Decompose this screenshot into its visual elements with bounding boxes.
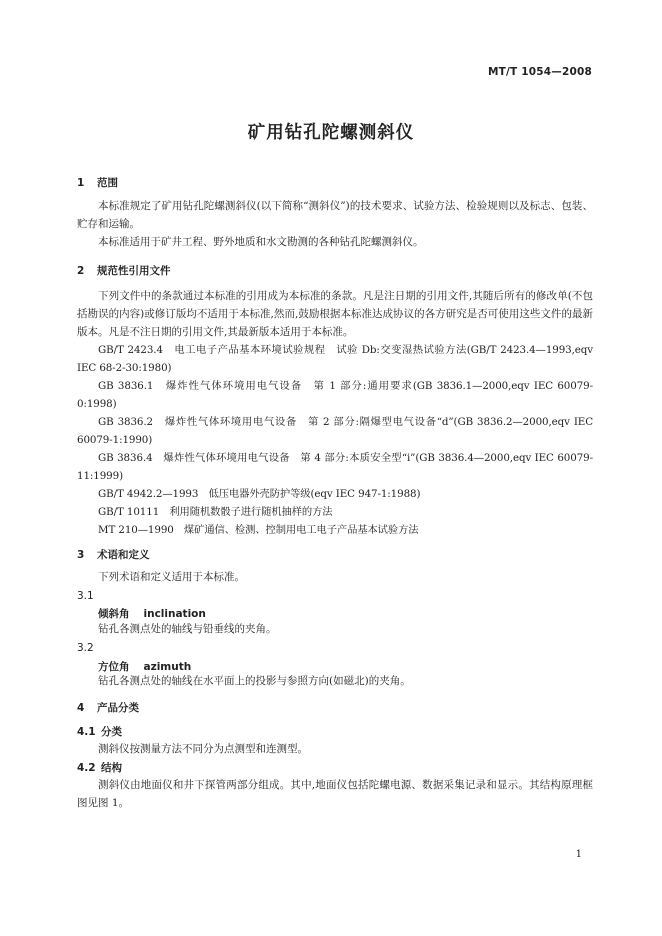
- section-2-heading: [77, 263, 171, 278]
- subsection-number: 4.1: [77, 726, 96, 738]
- section-1-heading: [77, 175, 118, 190]
- section-4-heading: [77, 700, 139, 715]
- reference-item: GB/T 4942.2—1993 低压电器外壳防护等级(eqv IEC 947-1:1988): [98, 488, 421, 500]
- section-title: 规范性引用文件: [97, 265, 171, 277]
- section-number: 3: [77, 549, 85, 561]
- term-definition: 钻孔各测点处的轴线与铅垂线的夹角。: [98, 623, 277, 635]
- standard-number: MT/T 1054—2008: [487, 66, 592, 78]
- structure-text: 测斜仪由地面仪和井下探管两部分组成。其中,地面仪包括陀螺电源、数据采集记录和显示。其结构原理框图见图 1。: [77, 779, 593, 809]
- scope-paragraph-1: 本标准规定了矿用钻孔陀螺测斜仪(以下简称“测斜仪”)的技术要求、试验方法、检验规则以及标志、包装、贮存和运输。: [77, 200, 593, 230]
- section-number: 2: [77, 265, 85, 277]
- normative-intro: 下列文件中的条款通过本标准的引用成为本标准的条款。凡是注日期的引用文件,其随后所有的修改单(不包括勘误的内容)或修订版均不适用于本标准,然而,鼓励根据本标准达成协议的各方研究是否可使用这些文件的最新版本。凡是不注日期的引用文件,其最新版本适用于本标准。: [77, 290, 593, 338]
- subsection-number: 4.2: [77, 762, 96, 774]
- section-3-heading: [77, 547, 150, 562]
- terms-intro: 下列术语和定义适用于本标准。: [98, 571, 245, 583]
- section-title: 产品分类: [97, 702, 139, 714]
- reference-item: MT 210—1990 煤矿通信、检测、控制用电工电子产品基本试验方法: [98, 524, 419, 536]
- document-title: 矿用钻孔陀螺测斜仪: [247, 123, 415, 143]
- subsection-4-1-heading: [77, 724, 122, 739]
- reference-item: GB 3836.4 爆炸性气体环境用电气设备 第 4 部分:本质安全型“i”(GB 3836.4—2000,eqv IEC 60079-11:1999): [77, 452, 593, 482]
- term-entry: [98, 606, 206, 621]
- subsection-4-2-heading: [77, 760, 122, 775]
- section-title: 术语和定义: [97, 549, 150, 561]
- reference-item: GB 3836.1 爆炸性气体环境用电气设备 第 1 部分:通用要求(GB 3836.1—2000,eqv IEC 60079-0:1998): [77, 380, 593, 410]
- term-english: azimuth: [143, 661, 192, 673]
- reference-item: GB/T 2423.4 电工电子产品基本环境试验规程 试验 Db:交变湿热试验方法(GB/T 2423.4—1993,eqv IEC 68-2-30:1980): [77, 344, 593, 374]
- subsection-title: 分类: [101, 726, 122, 738]
- section-number: 1: [77, 177, 85, 189]
- clause-number: 3.1: [77, 590, 94, 602]
- clause-number: 3.2: [77, 642, 94, 654]
- reference-item: GB 3836.2 爆炸性气体环境用电气设备 第 2 部分:隔爆型电气设备“d”(GB 3836.2—2000,eqv IEC 60079-1:1990): [77, 416, 593, 446]
- term-chinese: 方位角: [98, 661, 130, 673]
- term-definition: 钻孔各测点处的轴线在水平面上的投影与参照方向(如磁北)的夹角。: [98, 675, 411, 687]
- section-title: 范围: [97, 177, 118, 189]
- term-chinese: 倾斜角: [98, 608, 130, 620]
- page-number: 1: [575, 849, 582, 860]
- term-english: inclination: [143, 608, 206, 620]
- reference-item: GB/T 10111 利用随机数骰子进行随机抽样的方法: [98, 506, 333, 518]
- classification-text: 测斜仪按测量方法不同分为点测型和连测型。: [98, 743, 308, 755]
- section-number: 4: [77, 702, 85, 714]
- subsection-title: 结构: [101, 762, 122, 774]
- scope-paragraph-2: 本标准适用于矿井工程、野外地质和水文勘测的各种钻孔陀螺测斜仪。: [98, 236, 424, 248]
